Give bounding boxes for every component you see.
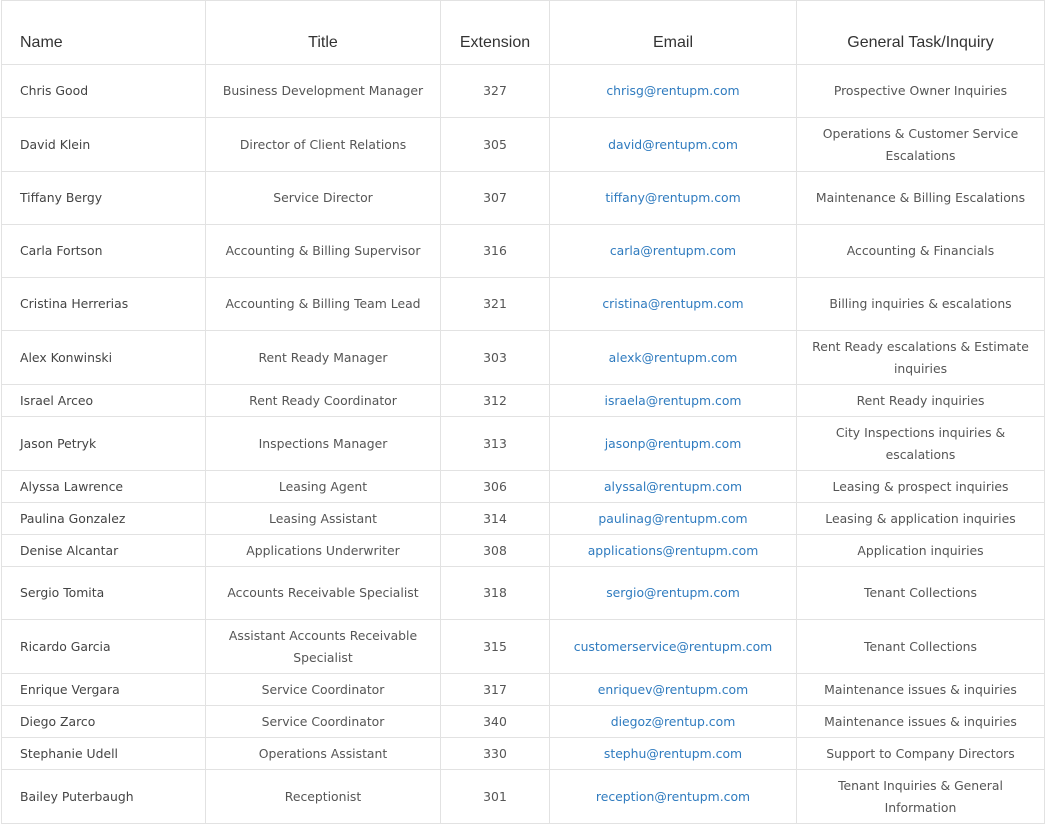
email-link[interactable]: cristina@rentupm.com xyxy=(602,296,744,312)
table-row xyxy=(2,567,1045,620)
table-row xyxy=(2,385,1045,417)
email-link[interactable]: israela@rentupm.com xyxy=(604,392,742,408)
email-link[interactable]: sergio@rentupm.com xyxy=(606,585,740,601)
email-link[interactable]: chrisg@rentupm.com xyxy=(606,83,740,99)
cell-task: Maintenance & Billing Escalations xyxy=(797,172,1045,225)
cell-extension: 330 xyxy=(441,738,550,770)
cell-task: Rent Ready inquiries xyxy=(797,385,1045,417)
email-link[interactable]: alexk@rentupm.com xyxy=(608,349,738,365)
cell-email xyxy=(550,706,797,738)
header-task: General Task/Inquiry xyxy=(797,1,1045,65)
cell-extension: 305 xyxy=(441,118,550,172)
table-row xyxy=(2,674,1045,706)
email-link[interactable]: tiffany@rentupm.com xyxy=(605,190,741,206)
cell-title: Operations Assistant xyxy=(206,738,441,770)
cell-name: Israel Arceo xyxy=(2,385,206,417)
staff-directory-table xyxy=(1,0,1045,824)
cell-task: Support to Company Directors xyxy=(797,738,1045,770)
header-title: Title xyxy=(206,1,441,65)
table-row xyxy=(2,417,1045,471)
cell-task: Leasing & prospect inquiries xyxy=(797,471,1045,503)
cell-email xyxy=(550,65,797,118)
cell-task: Billing inquiries & escalations xyxy=(797,278,1045,331)
table-header xyxy=(2,1,1045,65)
cell-task: Accounting & Financials xyxy=(797,225,1045,278)
cell-task: Tenant Collections xyxy=(797,567,1045,620)
cell-title: Accounting & Billing Team Lead xyxy=(206,278,441,331)
cell-title: Service Coordinator xyxy=(206,706,441,738)
email-link[interactable]: applications@rentupm.com xyxy=(587,542,759,558)
cell-extension: 340 xyxy=(441,706,550,738)
table-row xyxy=(2,738,1045,770)
cell-name: Ricardo Garcia xyxy=(2,620,206,674)
header-name: Name xyxy=(2,1,206,65)
cell-extension: 327 xyxy=(441,65,550,118)
cell-title: Applications Underwriter xyxy=(206,535,441,567)
cell-name: Chris Good xyxy=(2,65,206,118)
cell-email xyxy=(550,331,797,385)
cell-title: Accounts Receivable Specialist xyxy=(206,567,441,620)
cell-title: Service Director xyxy=(206,172,441,225)
cell-task: Rent Ready escalations & Estimate inquiries xyxy=(797,331,1045,385)
cell-title: Business Development Manager xyxy=(206,65,441,118)
cell-name: Alyssa Lawrence xyxy=(2,471,206,503)
table-row xyxy=(2,471,1045,503)
cell-title: Director of Client Relations xyxy=(206,118,441,172)
cell-email xyxy=(550,535,797,567)
cell-title: Assistant Accounts Receivable Specialist xyxy=(206,620,441,674)
cell-task: Maintenance issues & inquiries xyxy=(797,674,1045,706)
email-link[interactable]: alyssal@rentupm.com xyxy=(603,478,743,494)
header-row xyxy=(2,1,1045,65)
cell-name: Diego Zarco xyxy=(2,706,206,738)
cell-email xyxy=(550,738,797,770)
cell-name: Carla Fortson xyxy=(2,225,206,278)
cell-email xyxy=(550,503,797,535)
table-body xyxy=(2,65,1045,824)
cell-email xyxy=(550,225,797,278)
cell-extension: 303 xyxy=(441,331,550,385)
cell-extension: 317 xyxy=(441,674,550,706)
cell-name: Bailey Puterbaugh xyxy=(2,770,206,824)
cell-email xyxy=(550,567,797,620)
header-extension: Extension xyxy=(441,1,550,65)
email-link[interactable]: diegoz@rentup.com xyxy=(610,713,736,729)
header-email: Email xyxy=(550,1,797,65)
table-row xyxy=(2,770,1045,824)
table-row xyxy=(2,620,1045,674)
cell-task: Prospective Owner Inquiries xyxy=(797,65,1045,118)
cell-email xyxy=(550,172,797,225)
cell-title: Receptionist xyxy=(206,770,441,824)
cell-task: Tenant Inquiries & General Information xyxy=(797,770,1045,824)
cell-extension: 301 xyxy=(441,770,550,824)
cell-task: Maintenance issues & inquiries xyxy=(797,706,1045,738)
table-row xyxy=(2,118,1045,172)
cell-title: Rent Ready Manager xyxy=(206,331,441,385)
cell-extension: 316 xyxy=(441,225,550,278)
cell-task: Leasing & application inquiries xyxy=(797,503,1045,535)
cell-name: Cristina Herrerias xyxy=(2,278,206,331)
cell-title: Inspections Manager xyxy=(206,417,441,471)
email-link[interactable]: jasonp@rentupm.com xyxy=(604,435,742,451)
table-row xyxy=(2,503,1045,535)
table-row xyxy=(2,172,1045,225)
table-row xyxy=(2,535,1045,567)
cell-title: Leasing Agent xyxy=(206,471,441,503)
table-row xyxy=(2,225,1045,278)
cell-name: Enrique Vergara xyxy=(2,674,206,706)
cell-extension: 306 xyxy=(441,471,550,503)
cell-title: Rent Ready Coordinator xyxy=(206,385,441,417)
email-link[interactable]: stephu@rentupm.com xyxy=(603,745,743,761)
cell-title: Service Coordinator xyxy=(206,674,441,706)
table-row xyxy=(2,331,1045,385)
cell-task: Operations & Customer Service Escalations xyxy=(797,118,1045,172)
cell-name: Tiffany Bergy xyxy=(2,172,206,225)
cell-email xyxy=(550,118,797,172)
cell-email xyxy=(550,770,797,824)
cell-extension: 318 xyxy=(441,567,550,620)
cell-email xyxy=(550,620,797,674)
cell-extension: 315 xyxy=(441,620,550,674)
cell-email xyxy=(550,417,797,471)
cell-name: Alex Konwinski xyxy=(2,331,206,385)
email-link[interactable]: paulinag@rentupm.com xyxy=(598,510,748,526)
email-link[interactable]: enriquev@rentupm.com xyxy=(597,681,749,697)
cell-task: Application inquiries xyxy=(797,535,1045,567)
cell-email xyxy=(550,385,797,417)
cell-name: David Klein xyxy=(2,118,206,172)
cell-name: Sergio Tomita xyxy=(2,567,206,620)
email-link[interactable]: customerservice@rentupm.com xyxy=(573,638,773,654)
cell-email xyxy=(550,278,797,331)
email-link[interactable]: david@rentupm.com xyxy=(608,136,738,152)
cell-task: City Inspections inquiries & escalations xyxy=(797,417,1045,471)
cell-extension: 312 xyxy=(441,385,550,417)
cell-name: Jason Petryk xyxy=(2,417,206,471)
cell-extension: 307 xyxy=(441,172,550,225)
cell-task: Tenant Collections xyxy=(797,620,1045,674)
email-link[interactable]: reception@rentupm.com xyxy=(595,788,751,804)
cell-extension: 313 xyxy=(441,417,550,471)
cell-name: Paulina Gonzalez xyxy=(2,503,206,535)
table-row xyxy=(2,706,1045,738)
cell-email xyxy=(550,674,797,706)
cell-extension: 314 xyxy=(441,503,550,535)
table-row xyxy=(2,65,1045,118)
cell-extension: 321 xyxy=(441,278,550,331)
cell-extension: 308 xyxy=(441,535,550,567)
cell-email xyxy=(550,471,797,503)
cell-title: Leasing Assistant xyxy=(206,503,441,535)
table-row xyxy=(2,278,1045,331)
cell-title: Accounting & Billing Supervisor xyxy=(206,225,441,278)
cell-name: Stephanie Udell xyxy=(2,738,206,770)
cell-name: Denise Alcantar xyxy=(2,535,206,567)
email-link[interactable]: carla@rentupm.com xyxy=(609,243,737,259)
